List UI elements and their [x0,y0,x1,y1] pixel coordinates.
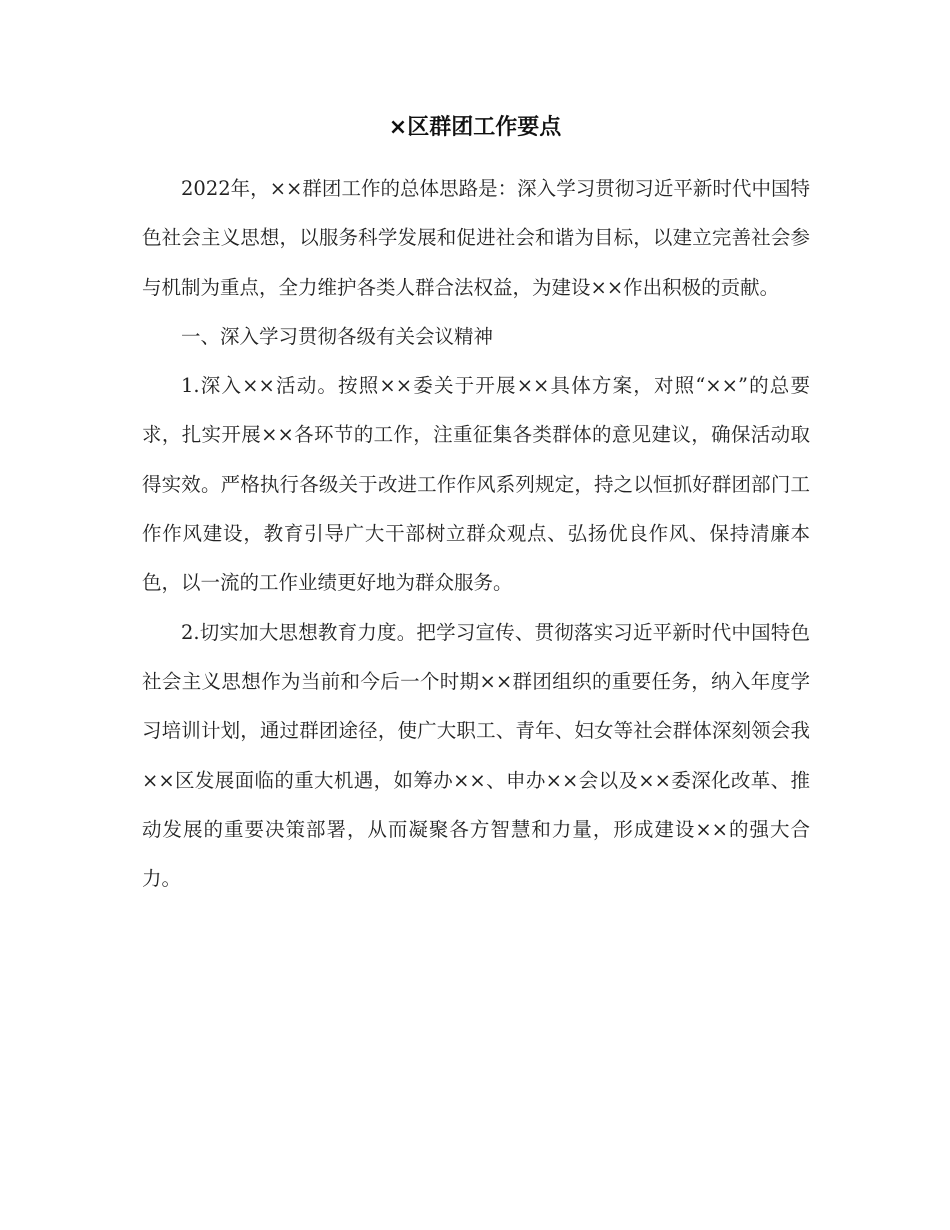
intro-paragraph: 2022年，××群团工作的总体思路是：深入学习贯彻习近平新时代中国特色社会主义思想，以服务科学发展和促进社会和谐为目标，以建立完善社会参与机制为重点，全力维护各类人群合法权益，为建设××作出积极的贡献。 [142,177,810,299]
document-title: ×区群团工作要点 [388,115,562,140]
item-2-paragraph: 2.切实加大思想教育力度。把学习宣传、贯彻落实习近平新时代中国特色社会主义思想作为当前和今后一个时期××群团组织的重要任务，纳入年度学习培训计划，通过群团途径，使广大职工、青年、妇女等社会群体深刻领会我××区发展面临的重大机遇，如筹办××、申办××会以及××委深化改革、推动发展的重要决策部署，从而凝聚各方智慧和力量，形成建设××的强大合力。 [142,620,810,891]
item-1-paragraph: 1.深入××活动。按照××委关于开展××具体方案，对照“××”的总要求，扎实开展××各环节的工作，注重征集各类群体的意见建议，确保活动取得实效。严格执行各级关于改进工作作风系列规定，持之以恒抓好群团部门工作作风建设，教育引导广大干部树立群众观点、弘扬优良作风、保持清廉本色，以一流的工作业绩更好地为群众服务。 [142,374,810,595]
document-body [142,164,810,903]
section-heading: 一、深入学习贯彻各级有关会议精神 [181,324,494,348]
